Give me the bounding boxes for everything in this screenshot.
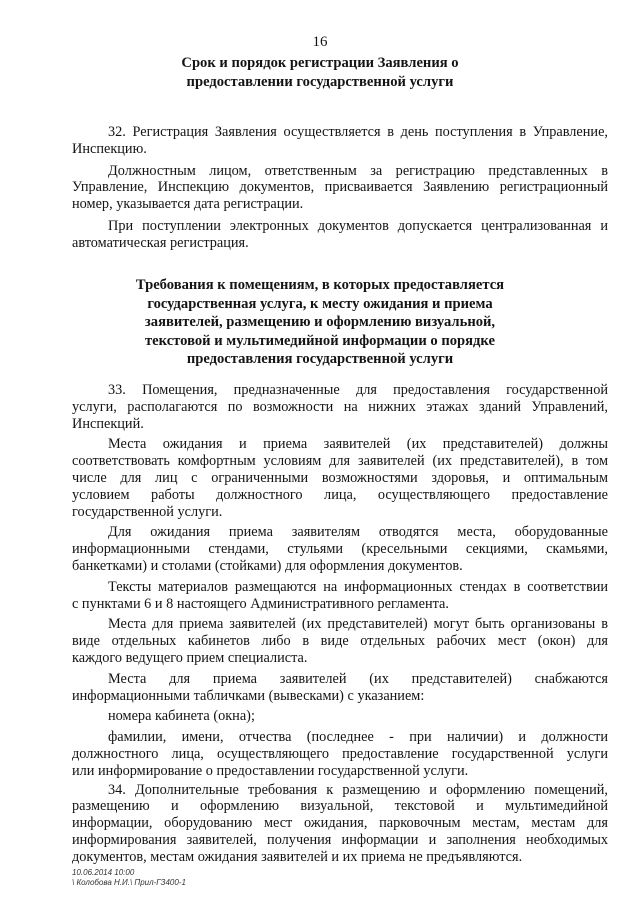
heading-line: текстовой и мультимедийной информации о порядке — [145, 332, 495, 349]
text-line: услуги, располагаются по возможности на нижних этажах зданий Управлений, — [72, 398, 608, 415]
text-line: документов, местам ожидания заявителей и их приема не предъявляются. — [72, 848, 523, 865]
text-line: Должностным лицом, ответственным за регистрацию представленных в — [108, 162, 608, 179]
text-line: банкетками) и столами (стойками) для оформления документов. — [72, 557, 463, 574]
paragraph-32 — [72, 124, 608, 158]
paragraph-34 — [72, 782, 608, 866]
text-line: При поступлении электронных документов допускается централизованная и — [108, 217, 608, 234]
text-line: номера кабинета (окна); — [108, 708, 255, 725]
text-line: информационными стендами, стульями (кресельными секциями, скамьями, — [72, 541, 608, 558]
text-line: должностного лица, осуществляющего предоставление государственной услуги — [72, 745, 608, 762]
text-line: 32. Регистрация Заявления осуществляется в день поступления в Управление, — [108, 124, 608, 140]
text-line: Тексты материалов размещаются на информационных стендах в соответствии — [108, 578, 608, 595]
section-premises-body — [72, 382, 608, 866]
text-line: государственной услуги. — [72, 503, 223, 520]
text-line: размещению и оформлению визуальной, текстовой и мультимедийной — [72, 798, 608, 815]
text-line: фамилии, имени, отчества (последнее - при наличии) и должности — [108, 729, 608, 746]
paragraph-electronic-docs — [72, 218, 608, 252]
text-line: Управление, Инспекцию документов, присваивается Заявлению регистрационный — [72, 179, 608, 196]
heading-line: государственная услуга, к месту ожидания и приема — [147, 295, 493, 312]
text-line: 34. Дополнительные требования к размещению и оформлению помещений, — [108, 781, 608, 798]
paragraph-waiting-places — [72, 436, 608, 520]
paragraph-info-stands — [72, 579, 608, 613]
text-line: Инспекций. — [72, 415, 144, 432]
section-heading-premises — [0, 276, 640, 369]
footer-stamp — [72, 868, 186, 888]
text-line: информационными табличками (вывесками) с указанием: — [72, 687, 425, 704]
heading-line: заявителей, размещению и оформлению визуальной, — [144, 314, 496, 330]
text-line: 33. Помещения, предназначенные для предоставления государственной — [108, 382, 608, 398]
text-line: виде отдельных кабинетов либо в виде отдельных рабочих мест (окон) для — [72, 633, 608, 650]
footer-date: 10.06.2014 10:00 — [72, 868, 135, 877]
footer-file-ref: \ Колобова Н.И.\ Прил-ГЗ400-1 — [72, 878, 186, 887]
text-line: информации, оборудованию мест ожидания, парковочным местам, местам для — [72, 815, 608, 832]
heading-line: предоставления государственной услуги — [186, 351, 454, 367]
heading-line: Срок и порядок регистрации Заявления о — [181, 55, 459, 71]
section-registration-body — [72, 124, 608, 252]
paragraph-reception-places — [72, 616, 608, 666]
page-number: 16 — [312, 34, 328, 50]
text-line: Инспекцию. — [72, 140, 147, 157]
section-heading-registration — [0, 54, 640, 91]
heading-line: предоставлении государственной услуги — [186, 73, 454, 90]
text-line: числе для лиц с ограниченными возможностями здоровья, и оптимальным — [72, 469, 608, 486]
text-line: с пунктами 6 и 8 настоящего Административного регламента. — [72, 595, 449, 612]
text-line: информирования заявителей, получения информации и заполнения необходимых — [72, 831, 608, 848]
text-line: Места для приема заявителей (их представителей) могут быть организованы в — [108, 616, 608, 633]
text-line: Места для приема заявителей (их представителей) снабжаются — [108, 670, 608, 687]
paragraph-signage — [72, 671, 608, 705]
text-line: Для ожидания приема заявителям отводятся места, оборудованные — [108, 524, 608, 541]
text-line: условием работы должностного лица, осуществляющего предоставление — [72, 486, 608, 503]
text-line: Места ожидания и приема заявителей (их представителей) должны — [108, 436, 608, 453]
text-line: автоматическая регистрация. — [72, 234, 249, 251]
heading-line: Требования к помещениям, в которых предоставляется — [135, 277, 505, 293]
text-line: соответствовать комфортным условиям для заявителей (их представителей), в том — [72, 453, 608, 470]
paragraph-room-number — [72, 708, 608, 725]
paragraph-33 — [72, 382, 608, 432]
text-line: каждого ведущего прием специалиста. — [72, 649, 308, 666]
text-line: номер, указывается дата регистрации. — [72, 196, 304, 213]
paragraph-official-name — [72, 729, 608, 779]
paragraph-waiting-equipment — [72, 524, 608, 574]
text-line: или информирование о предоставлении государственной услуги. — [72, 762, 469, 779]
paragraph-responsible-person — [72, 163, 608, 213]
